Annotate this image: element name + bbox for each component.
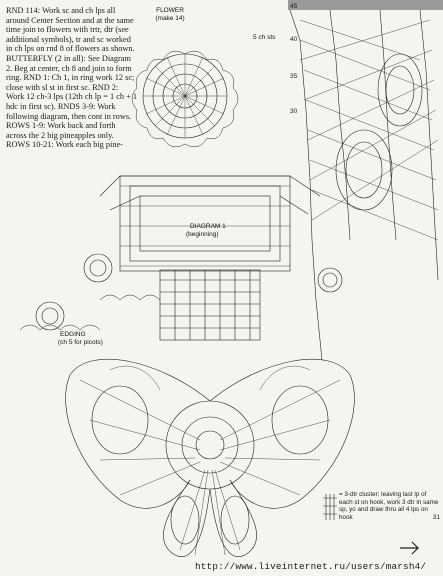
flower-motif xyxy=(132,51,238,147)
center-block xyxy=(160,270,260,340)
right-strip xyxy=(290,10,438,360)
instructions-paragraph-1: RND 114: Work sc and ch lps all around Center Section and at the same time join to flowers with trtr, dtr (see additional symbols), tr and sc worked in ch lps on rnd 8 of flowers as shown. xyxy=(6,6,135,54)
ch5-sts-label: 5 ch sts xyxy=(253,34,276,41)
edging-subtitle: (ch 5 for picots) xyxy=(58,339,103,346)
row-number-40: 40 xyxy=(290,36,298,43)
instructions-paragraph-2: BUTTERFLY (2 in all): See Diagram 2. Beg at center, ch 8 and join to form ring. RND 1: Ch 1, in ring work 12 sc; close with sl st in first sc. RND 2: Work 12 ch-3 lps (12th ch lp = 1 ch + 1 hdc in first sc). RNDS 3-9: Work following diagram, then cont in rows. ROWS 1-9: Work back and forth across the 2 big pineapples only. ROWS 10-21: Work each big pine- xyxy=(6,53,138,150)
cluster-symbol-icon xyxy=(323,494,337,520)
footer-url: http://www.liveinternet.ru/users/marsh4/ xyxy=(195,561,427,572)
butterfly-motif xyxy=(66,359,355,557)
cluster-legend: = 3-dtr cluster: leaving last lp of each st on hook, work 3 dtr in same sp, yo and draw thru all 4 lps on hook xyxy=(339,491,439,521)
edging-arcs xyxy=(20,295,160,330)
flower-title: FLOWER xyxy=(156,7,184,14)
flower-subtitle: (make 14) xyxy=(155,15,185,22)
diagram-subtitle: (beginning) xyxy=(186,231,219,238)
diagram-title: DIAGRAM 1 xyxy=(190,223,226,230)
row-number-45: 45 xyxy=(290,3,298,10)
edging-title: EDGING xyxy=(60,331,86,338)
row-number-35: 35 xyxy=(290,73,298,80)
row-number-30: 30 xyxy=(290,108,298,115)
arrow-icon xyxy=(400,542,418,554)
page-number: 31 xyxy=(432,514,440,521)
